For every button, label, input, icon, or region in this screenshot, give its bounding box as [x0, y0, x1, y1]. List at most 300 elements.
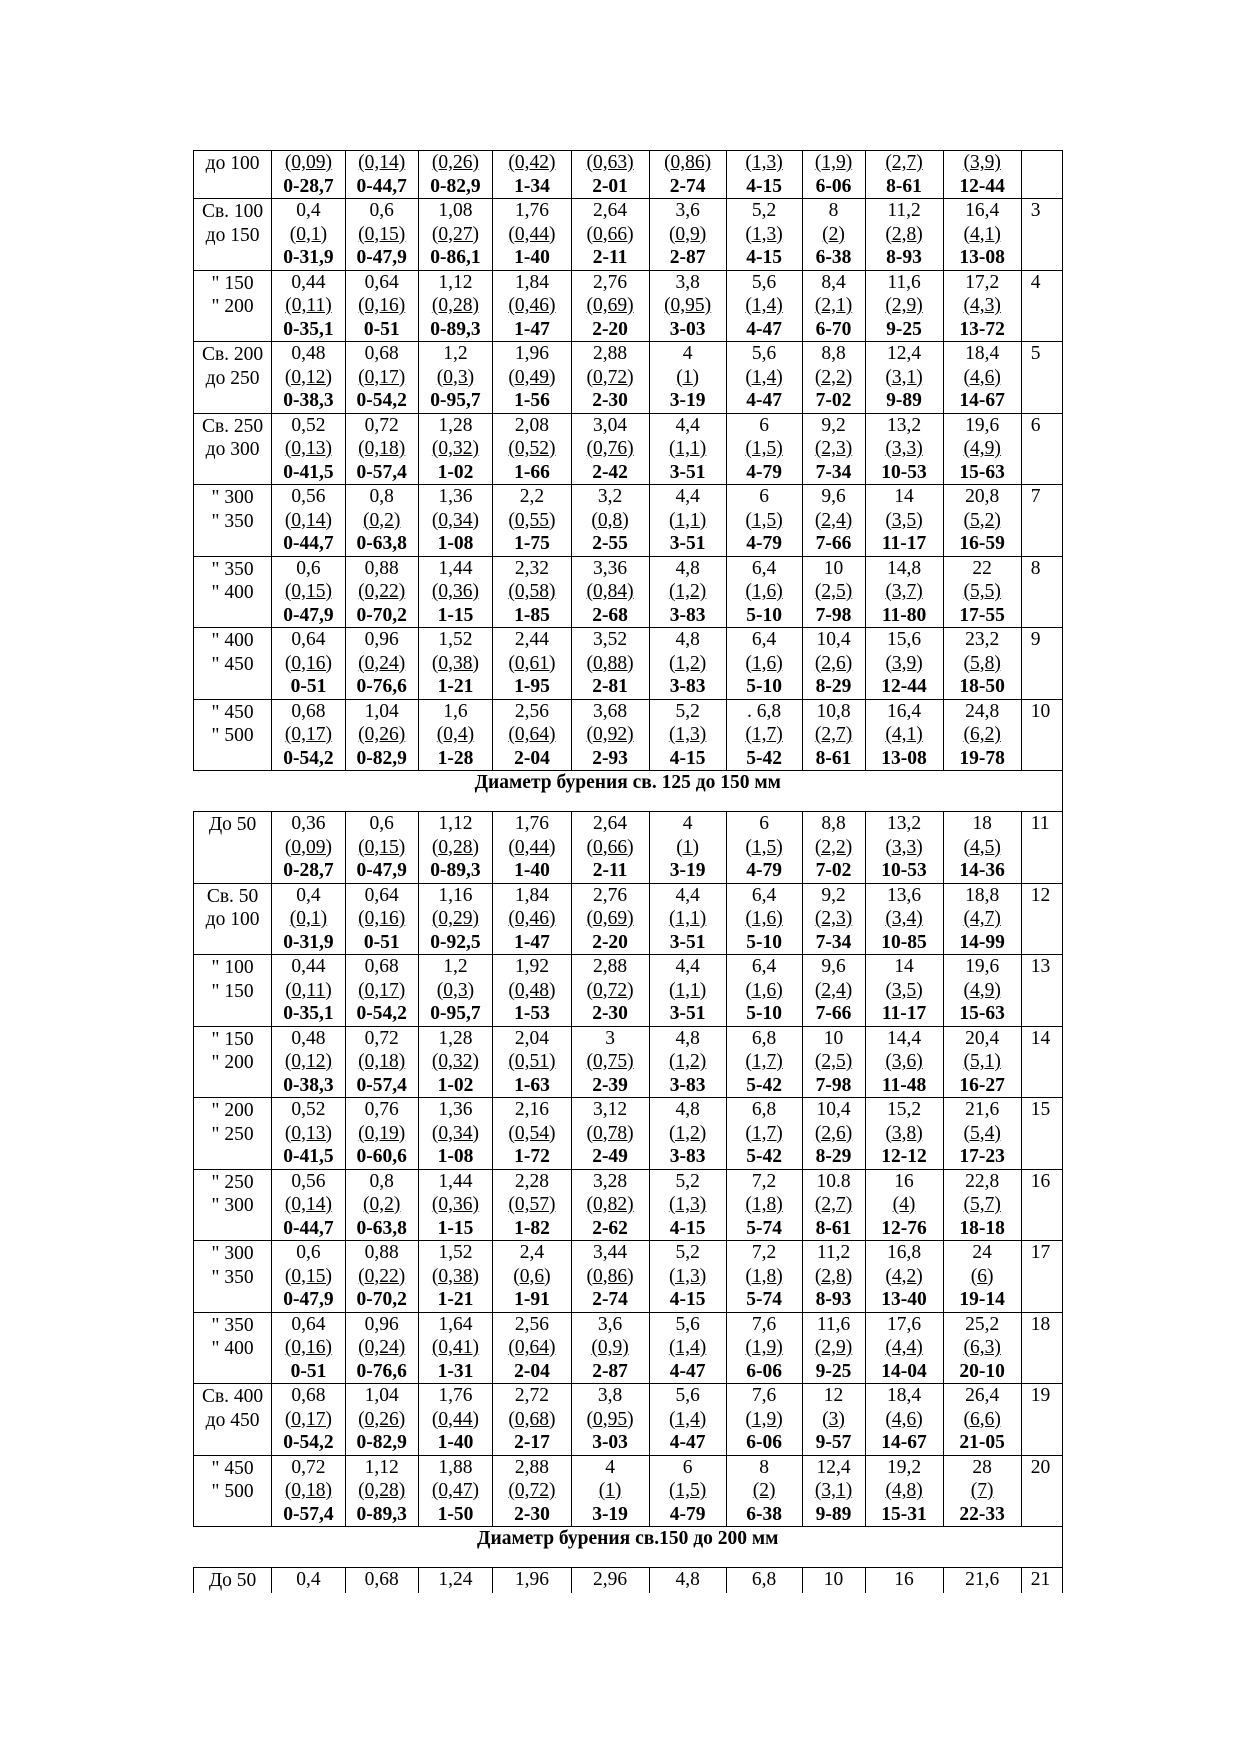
rate-value: 6 — [759, 486, 769, 507]
value-cell — [726, 199, 802, 271]
price-value: 7-66 — [815, 533, 852, 554]
value-cell — [649, 413, 726, 485]
value-cell — [865, 270, 943, 342]
rate-value-parenthetical: (0,88) — [586, 652, 634, 674]
value-cell — [418, 1568, 493, 1593]
price-value: 5-10 — [746, 931, 782, 953]
rate-value-parenthetical: (0,09) — [284, 836, 333, 858]
rate-value: 14,8 — [886, 557, 922, 579]
rate-value-parenthetical: (0,86) — [586, 1265, 634, 1287]
rate-value: 6,8 — [751, 1099, 777, 1120]
value-cell — [865, 1312, 943, 1384]
rate-value-parenthetical: (5,1) — [963, 1051, 1001, 1072]
rate-value: 2,64 — [593, 200, 628, 221]
rate-value-parenthetical: (1,1) — [668, 979, 707, 1001]
value-cell — [418, 1098, 493, 1170]
depth-label-line: " 500 — [211, 725, 254, 746]
value-cell — [802, 812, 865, 884]
rate-value-parenthetical: (4,3) — [963, 295, 1001, 316]
rate-value-parenthetical: (3,3) — [885, 438, 923, 459]
rate-value: 10,4 — [816, 1099, 851, 1120]
rate-value-parenthetical: (1,7) — [745, 1122, 783, 1144]
rate-value-parenthetical: (2,3) — [814, 908, 853, 929]
rate-value: 1,12 — [364, 1456, 399, 1478]
value-cell — [865, 413, 943, 485]
price-value: 6-70 — [815, 318, 852, 340]
value-cell — [865, 1098, 943, 1170]
price-value: 0-54,2 — [283, 747, 334, 769]
value-cell — [802, 1026, 865, 1098]
depth-label-line: " 300 — [211, 1243, 254, 1264]
rate-value-parenthetical: (0,92) — [586, 724, 634, 745]
price-value: 2-39 — [592, 1074, 628, 1096]
value-cell — [571, 270, 649, 342]
rate-value: 16,4 — [886, 700, 922, 722]
rate-value: 3,28 — [593, 1170, 628, 1192]
rate-value: 12 — [823, 1385, 844, 1406]
rate-value: 2,72 — [514, 1385, 550, 1406]
price-value: 9-89 — [815, 1503, 852, 1525]
value-cell — [649, 270, 726, 342]
price-value: 1-40 — [514, 247, 550, 268]
value-cell — [943, 812, 1021, 884]
row-depth-label — [194, 151, 272, 199]
rate-value: 14 — [894, 956, 914, 977]
rate-value-parenthetical: (0,44) — [508, 223, 556, 245]
value-cell — [493, 1312, 571, 1384]
rate-value: 0,4 — [296, 884, 321, 906]
value-cell — [493, 1568, 571, 1593]
price-value: 6-06 — [815, 175, 852, 197]
value-cell — [272, 342, 346, 414]
rate-value-parenthetical: (0,44) — [508, 836, 556, 858]
price-value: 2-11 — [592, 247, 628, 268]
rate-value-parenthetical: (0,34) — [431, 509, 480, 531]
rate-value-parenthetical: (0,61) — [508, 652, 556, 674]
price-value: 0-82,9 — [430, 175, 481, 197]
rate-value-parenthetical: (1,5) — [668, 1480, 707, 1501]
value-cell — [345, 1169, 418, 1241]
row-number: 14 — [1021, 1026, 1062, 1098]
depth-label-line: Св. 250 — [201, 415, 264, 437]
value-cell — [345, 812, 418, 884]
value-cell — [345, 699, 418, 771]
rate-value: 4,4 — [675, 956, 700, 977]
rate-value: 18,8 — [965, 884, 1000, 906]
table-row — [194, 556, 1063, 628]
price-value: 1-02 — [437, 1074, 474, 1096]
row-depth-label — [194, 1384, 272, 1456]
value-cell — [865, 1241, 943, 1313]
depth-label-line: " 150 — [211, 980, 254, 1002]
price-value: 2-20 — [592, 931, 628, 953]
rate-value: 6 — [759, 813, 769, 834]
price-value: 0-92,5 — [430, 931, 481, 953]
rate-value-parenthetical: (1,3) — [745, 223, 783, 245]
rate-value-parenthetical: (0,47) — [431, 1480, 480, 1501]
rate-value: 1,6 — [443, 700, 468, 722]
price-value: 0-54,2 — [283, 1432, 334, 1453]
rate-value: 1,2 — [443, 343, 468, 364]
rate-value-parenthetical: (0,44) — [431, 1408, 480, 1430]
rate-value: 0,64 — [291, 1313, 326, 1335]
rate-value: 1,12 — [438, 271, 473, 293]
value-cell — [418, 1169, 493, 1241]
value-cell — [726, 812, 802, 884]
value-cell — [571, 628, 649, 700]
price-value: 0-76,6 — [356, 1360, 407, 1382]
value-cell — [272, 1098, 346, 1170]
rate-value: 6 — [682, 1456, 693, 1478]
table-row — [194, 270, 1063, 342]
rate-value: 8 — [828, 200, 839, 221]
value-cell — [493, 1455, 571, 1527]
value-cell — [865, 1568, 943, 1593]
price-value: 5-74 — [746, 1217, 782, 1239]
value-cell — [345, 342, 418, 414]
table-row — [194, 1169, 1063, 1241]
value-cell — [649, 955, 726, 1027]
value-cell — [649, 342, 726, 414]
value-cell — [571, 556, 649, 628]
row-depth-label — [194, 1026, 272, 1098]
price-value: 0-44,7 — [356, 175, 407, 197]
rate-value-parenthetical: (0,13) — [284, 1122, 333, 1144]
price-value: 3-83 — [669, 1146, 706, 1167]
price-value: 15-31 — [881, 1503, 927, 1525]
rate-value-parenthetical: (0,95) — [586, 1408, 634, 1430]
price-value: 2-42 — [592, 461, 628, 483]
value-cell — [493, 1384, 571, 1456]
rate-value: 0,6 — [296, 1242, 321, 1263]
rate-value-parenthetical: (0,57) — [508, 1194, 556, 1215]
rate-value-parenthetical: (3) — [822, 1408, 845, 1430]
rate-value-parenthetical: (0,72) — [508, 1480, 556, 1501]
price-value: 4-15 — [746, 175, 782, 197]
value-cell — [345, 1241, 418, 1313]
value-cell — [649, 1384, 726, 1456]
rate-value-parenthetical: (1,9) — [745, 1337, 783, 1358]
price-value: 0-44,7 — [283, 1217, 334, 1239]
price-value: 2-30 — [514, 1503, 550, 1525]
rate-value: 1,04 — [364, 1385, 399, 1406]
value-cell — [571, 342, 649, 414]
value-cell — [272, 812, 346, 884]
rate-value: 4 — [605, 1456, 615, 1478]
value-cell — [345, 883, 418, 955]
row-depth-label — [194, 342, 272, 414]
price-value: 4-79 — [746, 533, 782, 554]
value-cell — [943, 1568, 1021, 1593]
rate-value: 1,24 — [438, 1569, 473, 1590]
value-cell — [418, 1312, 493, 1384]
rate-value: 1,2 — [443, 956, 468, 977]
rate-value-parenthetical: (0,16) — [284, 1337, 333, 1358]
rate-value: 2,64 — [593, 813, 628, 834]
rate-value: 4,8 — [675, 1569, 700, 1590]
price-value: 8-29 — [815, 676, 852, 697]
value-cell — [726, 628, 802, 700]
value-cell — [272, 955, 346, 1027]
price-value: 4-47 — [669, 1360, 706, 1382]
row-number: 5 — [1021, 342, 1062, 414]
value-cell — [571, 1568, 649, 1593]
rate-value: 13,2 — [886, 813, 922, 834]
rate-value: 1,04 — [364, 700, 399, 722]
rate-value: 0,68 — [291, 700, 326, 722]
rate-value-parenthetical: (0,38) — [431, 652, 480, 674]
rate-value: 7,2 — [751, 1170, 777, 1192]
rate-value-parenthetical: (1,9) — [814, 152, 853, 173]
rate-value: 10 — [823, 557, 844, 579]
value-cell — [272, 1312, 346, 1384]
rate-value: 2,16 — [514, 1099, 550, 1120]
value-cell — [943, 342, 1021, 414]
rate-value-parenthetical: (0,28) — [431, 836, 480, 858]
rate-value-parenthetical: (0,75) — [586, 1051, 634, 1072]
rate-value: 2,04 — [514, 1027, 550, 1049]
value-cell — [865, 628, 943, 700]
depth-label-line: до 150 — [205, 224, 260, 246]
price-value: 1-31 — [437, 1360, 474, 1382]
rate-value-parenthetical: (0,13) — [284, 438, 333, 459]
rate-value-parenthetical: (4,6) — [885, 1408, 923, 1430]
depth-label-line: " 400 — [211, 630, 254, 651]
price-value: 15-63 — [959, 1003, 1005, 1024]
rate-value: 13,6 — [886, 884, 922, 906]
rate-value: 0,6 — [369, 813, 394, 834]
rate-value: 24,8 — [965, 700, 1000, 722]
row-depth-label — [194, 1169, 272, 1241]
rate-value-parenthetical: (1,5) — [745, 509, 783, 531]
rate-value: 14 — [894, 486, 914, 507]
rate-value: 16 — [894, 1569, 914, 1590]
rate-value: 2,44 — [514, 629, 550, 650]
price-value: 2-30 — [592, 390, 628, 411]
section-heading — [194, 771, 1063, 812]
rate-value: 1,84 — [514, 271, 550, 293]
rate-value: 10,4 — [816, 629, 851, 650]
rate-value: 6,4 — [751, 557, 777, 579]
rate-value-parenthetical: (6,2) — [963, 724, 1001, 745]
rate-value-parenthetical: (3,6) — [885, 1051, 923, 1072]
rate-value-parenthetical: (4,9) — [963, 438, 1001, 459]
depth-label-line: " 350 — [211, 1266, 254, 1288]
price-value: 8-61 — [815, 1217, 852, 1239]
value-cell — [726, 413, 802, 485]
row-number — [1021, 151, 1062, 199]
depth-label-line: " 150 — [211, 272, 254, 294]
rate-value: 0,88 — [364, 557, 399, 579]
rate-value: 10 — [823, 1027, 844, 1049]
price-value: 13-08 — [959, 247, 1005, 268]
price-value: 11-17 — [881, 533, 927, 554]
rate-value: 21,6 — [965, 1099, 1000, 1120]
rate-value-parenthetical: (0,3) — [436, 366, 475, 388]
value-cell — [571, 1241, 649, 1313]
rate-value: 4,8 — [675, 557, 700, 579]
row-number: 6 — [1021, 413, 1062, 485]
rate-value-parenthetical: (1,6) — [745, 652, 783, 674]
rate-value-parenthetical: (0,55) — [508, 509, 556, 531]
value-cell — [272, 1241, 346, 1313]
value-cell — [649, 151, 726, 199]
rate-value-parenthetical: (0,2) — [363, 1194, 401, 1215]
value-cell — [726, 1455, 802, 1527]
price-value: 3-51 — [669, 931, 706, 953]
value-cell — [272, 699, 346, 771]
price-value: 14-04 — [881, 1360, 927, 1382]
value-cell — [418, 812, 493, 884]
rate-value: 22,8 — [965, 1170, 1000, 1192]
price-value: 3-51 — [669, 1003, 706, 1024]
rate-value-parenthetical: (0,18) — [358, 1051, 406, 1072]
rate-value-parenthetical: (2,2) — [814, 836, 853, 858]
price-value: 14-99 — [959, 931, 1005, 953]
rate-value: 0,64 — [364, 884, 399, 906]
rate-value: 26,4 — [965, 1385, 1000, 1406]
value-cell — [418, 1455, 493, 1527]
value-cell — [649, 485, 726, 557]
row-depth-label — [194, 1241, 272, 1313]
value-cell — [418, 151, 493, 199]
depth-label-line: Св. 400 — [201, 1386, 264, 1407]
depth-label-line: До 50 — [208, 1570, 257, 1591]
price-value: 0-89,3 — [430, 318, 481, 340]
price-value: 0-63,8 — [356, 1217, 407, 1239]
price-value: 1-91 — [514, 1289, 550, 1310]
rate-value: 4,8 — [675, 629, 700, 650]
value-cell — [726, 883, 802, 955]
value-cell — [802, 413, 865, 485]
value-cell — [943, 485, 1021, 557]
value-cell — [649, 1241, 726, 1313]
rate-value-parenthetical: (0,36) — [431, 1194, 480, 1215]
rate-value: 4,8 — [675, 1027, 700, 1049]
value-cell — [345, 1568, 418, 1593]
value-cell — [571, 199, 649, 271]
price-value: 0-57,4 — [356, 1074, 407, 1096]
value-cell — [345, 1312, 418, 1384]
row-depth-label — [194, 556, 272, 628]
value-cell — [726, 1169, 802, 1241]
value-cell — [493, 883, 571, 955]
value-cell — [726, 1098, 802, 1170]
rate-value: 1,44 — [438, 557, 473, 579]
table-row — [194, 883, 1063, 955]
depth-label-line: " 150 — [211, 1028, 254, 1050]
value-cell — [649, 1098, 726, 1170]
price-value: 11-17 — [881, 1003, 927, 1024]
rate-value-parenthetical: (0,49) — [508, 366, 556, 388]
value-cell — [418, 699, 493, 771]
rate-value-parenthetical: (0,16) — [358, 295, 406, 316]
rate-value-parenthetical: (4,1) — [885, 724, 923, 745]
value-cell — [726, 1026, 802, 1098]
price-value: 2-87 — [669, 247, 706, 268]
value-cell — [272, 1026, 346, 1098]
rate-value: 11,6 — [816, 1313, 851, 1335]
price-value: 2-04 — [514, 747, 550, 769]
value-cell — [345, 413, 418, 485]
rate-value-parenthetical: (4,9) — [963, 979, 1001, 1001]
price-value: 3-51 — [669, 461, 706, 483]
value-cell — [865, 556, 943, 628]
depth-label-line: " 300 — [211, 487, 254, 508]
price-value: 14-67 — [959, 390, 1005, 411]
value-cell — [865, 1384, 943, 1456]
rate-value: 18,4 — [886, 1385, 922, 1406]
rate-value: 3,8 — [675, 271, 700, 293]
value-cell — [418, 485, 493, 557]
rate-value: 11,2 — [816, 1242, 851, 1263]
row-depth-label — [194, 1098, 272, 1170]
row-depth-label — [194, 812, 272, 884]
price-value: 13-72 — [959, 318, 1005, 340]
value-cell — [726, 556, 802, 628]
value-cell — [726, 270, 802, 342]
price-value: 13-08 — [881, 747, 927, 769]
value-cell — [345, 1455, 418, 1527]
value-cell — [493, 485, 571, 557]
price-value: 0-63,8 — [356, 533, 407, 554]
rate-value: 1,12 — [438, 813, 473, 834]
value-cell — [726, 699, 802, 771]
price-value: 1-47 — [514, 318, 550, 340]
rate-value-parenthetical: (0,41) — [431, 1337, 480, 1358]
rate-value: 0,88 — [364, 1242, 399, 1263]
value-cell — [649, 1169, 726, 1241]
value-cell — [272, 883, 346, 955]
rate-value-parenthetical: (0,18) — [358, 438, 406, 459]
price-value: 7-66 — [815, 1003, 852, 1024]
rate-value-parenthetical: (6) — [970, 1265, 994, 1287]
section-heading — [194, 1527, 1063, 1568]
rate-value-parenthetical: (0,32) — [431, 438, 480, 459]
rate-value-parenthetical: (3,1) — [885, 366, 923, 388]
price-value: 0-82,9 — [356, 747, 407, 769]
price-value: 6-06 — [746, 1360, 782, 1382]
value-cell — [345, 151, 418, 199]
price-value: 0-70,2 — [356, 604, 407, 626]
rate-value: 8 — [759, 1456, 769, 1478]
value-cell — [943, 1026, 1021, 1098]
price-value: 8-61 — [886, 175, 922, 197]
rate-value-parenthetical: (0,82) — [586, 1194, 634, 1215]
row-number: 11 — [1021, 812, 1062, 884]
rate-value-parenthetical: (3,5) — [885, 509, 923, 531]
price-value: 16-59 — [959, 533, 1005, 554]
rate-value-parenthetical: (0,1) — [289, 908, 328, 929]
rate-value: 0,44 — [291, 956, 326, 977]
rate-value: 14,4 — [886, 1027, 922, 1049]
price-value: 0-38,3 — [283, 390, 334, 411]
price-value: 11-48 — [881, 1074, 927, 1096]
value-cell — [345, 1098, 418, 1170]
price-value: 0-57,4 — [283, 1503, 334, 1525]
depth-label-line: " 450 — [211, 653, 254, 675]
depth-label-line: " 400 — [211, 582, 254, 603]
rate-value: 4,4 — [675, 486, 700, 507]
value-cell — [345, 556, 418, 628]
depth-label-line: " 300 — [211, 1195, 254, 1216]
rate-value-parenthetical: (3,4) — [885, 908, 923, 929]
price-value: 2-93 — [592, 747, 628, 769]
rate-value-parenthetical: (1,6) — [745, 979, 783, 1001]
rate-value: 18 — [972, 813, 992, 834]
price-value: 0-95,7 — [430, 390, 481, 411]
row-depth-label — [194, 485, 272, 557]
